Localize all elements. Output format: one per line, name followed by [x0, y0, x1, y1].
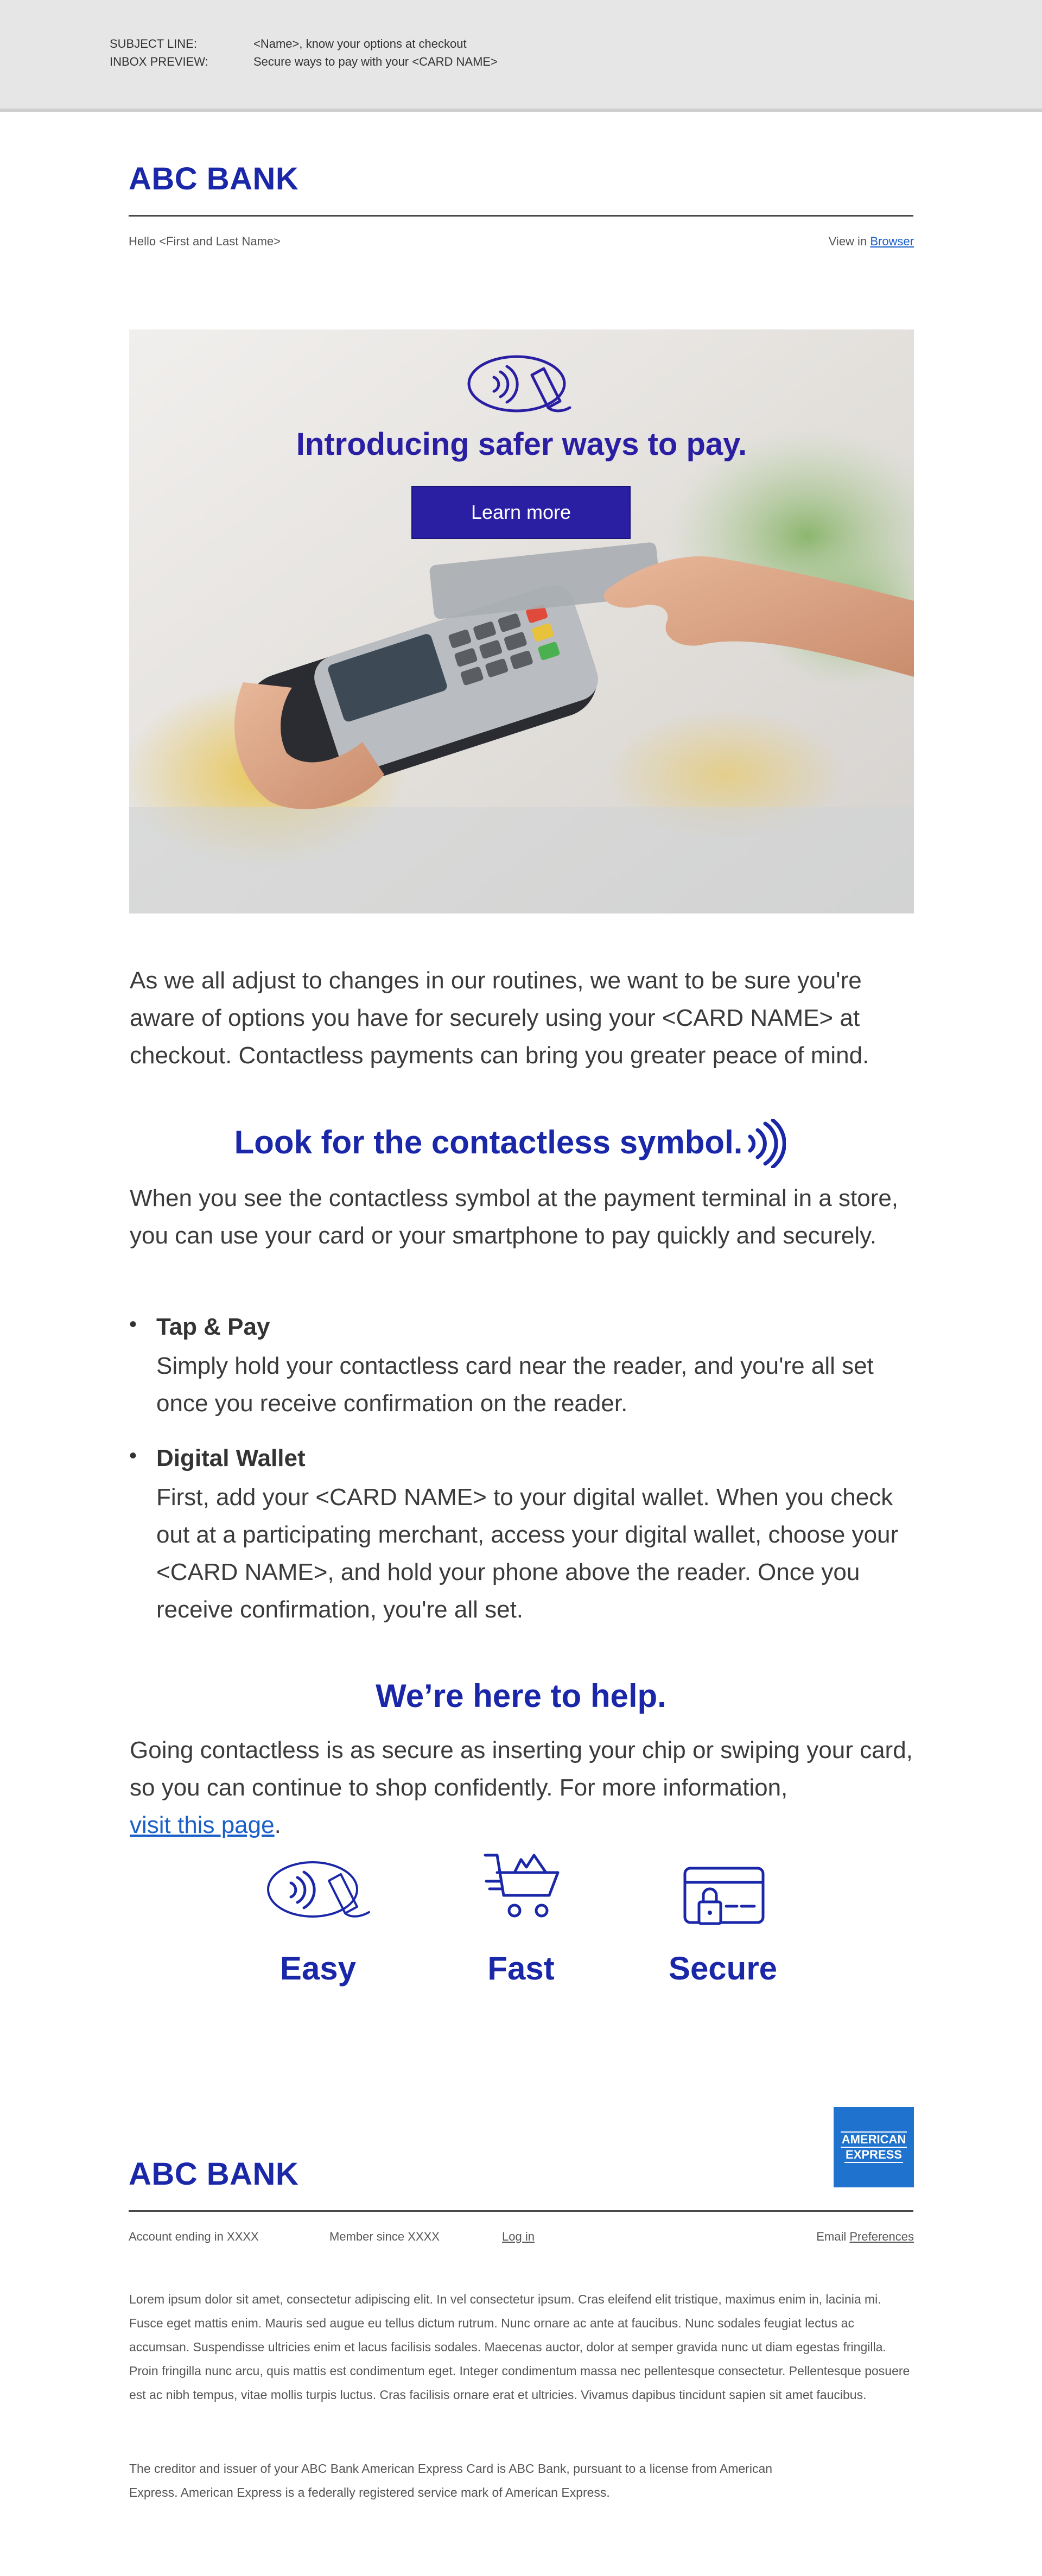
- help-body: Going contactless is as secure as inserting your chip or swiping your card, so you can continue to shop confidently. For more information,: [130, 1737, 913, 1801]
- browser-link[interactable]: Browser: [870, 234, 914, 248]
- locked-card-icon: [683, 1866, 765, 1932]
- login-label[interactable]: Log in: [502, 2230, 535, 2243]
- contactless-heading: Look for the contactless symbol.: [234, 1124, 743, 1160]
- intro-paragraph: As we all adjust to changes in our routines, we want to be sure you're aware of options you have for securely using your <CARD NAME> at checkout. Contactless payments can bring you greater peace of mind.: [130, 967, 869, 1069]
- contactless-symbol-icon: [742, 1119, 786, 1168]
- bullet-marker: •: [129, 1444, 137, 1468]
- feature-fast-label: Fast: [487, 1950, 555, 1987]
- digital-wallet-body: First, add your <CARD NAME> to your digital wallet. When you check out at a participating merchant, access your digital wallet, choose your <CARD NAME>, and hold your phone above the reader. Once you receive confirmation, you're all set.: [156, 1484, 899, 1623]
- login-link[interactable]: [502, 2230, 535, 2244]
- feature-easy-label: Easy: [279, 1950, 357, 1987]
- help-paragraph: [130, 1731, 914, 1844]
- tap-pay-body: Simply hold your contactless card near the reader, and you're all set once you receive confirmation on the reader.: [156, 1353, 874, 1417]
- preferences-link[interactable]: Preferences: [849, 2230, 914, 2243]
- subject-line-value: <Name>, know your options at checkout: [253, 37, 467, 50]
- email-preferences: [816, 2230, 914, 2244]
- preheader-bar: [0, 0, 1042, 112]
- inbox-preview-value: Secure ways to pay with your <CARD NAME>: [253, 55, 498, 68]
- contactless-card-icon: [467, 353, 575, 418]
- view-in-browser: [829, 234, 914, 249]
- visit-this-page-link[interactable]: visit this page: [130, 1812, 275, 1838]
- tap-pay-title: Tap & Pay: [156, 1314, 270, 1340]
- contactless-body: When you see the contactless symbol at the payment terminal in a store, you can use your card or your smartphone to pay quickly and securely.: [130, 1185, 899, 1249]
- greeting: Hello <First and Last Name>: [129, 234, 281, 248]
- american-express-logo: [834, 2107, 914, 2187]
- shopping-cart-icon: [482, 1851, 562, 1927]
- hero-banner: [129, 329, 914, 913]
- footer-divider: [129, 2210, 913, 2212]
- legal-disclaimer: Lorem ipsum dolor sit amet, consectetur adipiscing elit. In vel consectetur ipsum. Cras eleifend elit tristique, maximus enim in, lacinia mi. Fusce eget mattis enim. Mauris sed augue eu tellus dictum rutrum. Nunc ornare ac ante at faucibus. Nunc sodales feugiat lectus ac accumsan. Suspendisse ultricies enim et lacus facilisis sodales. Maecenas auctor, dolor at semper gravida nunc ut diam egestas fringilla. Proin fringilla nunc arcu, quis mattis est condimentum eget. Integer condimentum massa nec pellentesque consectetur. Pellentesque posuere est ac nibh tempus, vitae mollis turpis luctus. Cras facilisis ornare erat et ultricies. Vivamus dapibus tincidunt sapien sit amet faucibus.: [129, 2292, 910, 2402]
- help-heading: We’re here to help.: [376, 1678, 666, 1714]
- email-label: Email: [816, 2230, 847, 2243]
- issuer-disclosure: The creditor and issuer of your ABC Bank American Express Card is ABC Bank, pursuant to a license from American Express. American Express is a federally registered service mark of American Express.: [129, 2461, 773, 2499]
- subject-line-label: SUBJECT LINE:: [110, 37, 197, 50]
- amex-line1: AMERICAN: [841, 2131, 907, 2148]
- hero-title: Introducing safer ways to pay.: [296, 427, 747, 462]
- footer-brand-logo: ABC BANK: [129, 2156, 299, 2192]
- inbox-preview-label: INBOX PREVIEW:: [110, 55, 208, 68]
- feature-secure-label: Secure: [668, 1950, 778, 1987]
- bullet-marker: •: [129, 1312, 137, 1336]
- contactless-card-icon: [266, 1859, 372, 1923]
- brand-logo: ABC BANK: [129, 161, 299, 196]
- help-period: .: [274, 1812, 281, 1838]
- account-ending: Account ending in XXXX: [129, 2230, 259, 2243]
- member-since: Member since XXXX: [329, 2230, 440, 2243]
- learn-more-button[interactable]: Learn more: [411, 486, 631, 539]
- digital-wallet-title: Digital Wallet: [156, 1445, 306, 1471]
- amex-line2: EXPRESS: [844, 2148, 903, 2163]
- header-divider: [129, 215, 913, 217]
- view-in-label: View in: [828, 234, 867, 248]
